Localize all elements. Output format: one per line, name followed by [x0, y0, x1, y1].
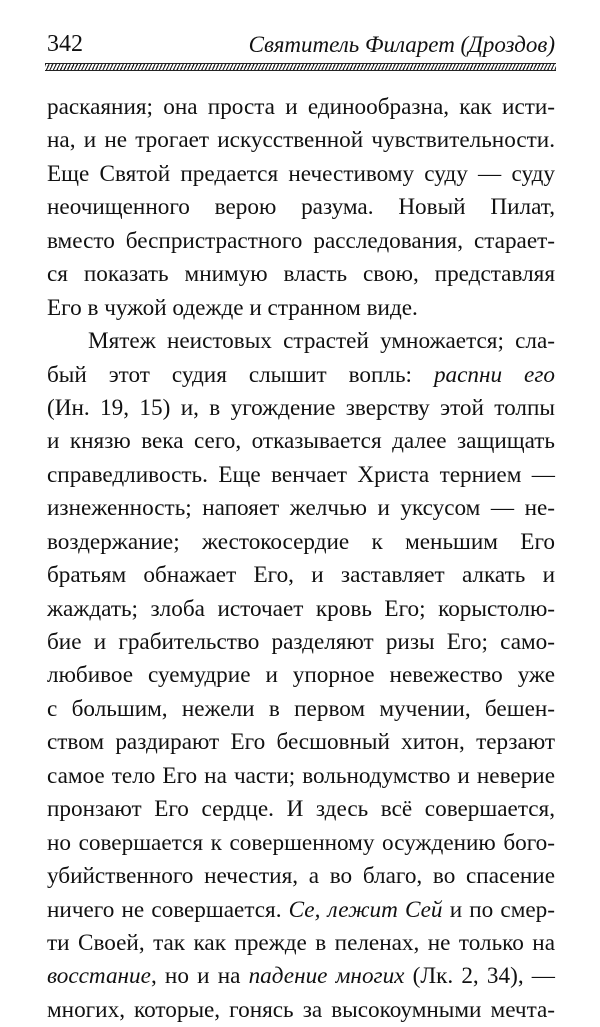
text-line: [47, 459, 555, 492]
text-line: [47, 492, 555, 525]
text-line: [47, 292, 555, 325]
text-segment: неочищенного верою разума. Новый Пилат,: [47, 194, 555, 221]
header-ornamental-rule: [45, 63, 556, 71]
text-line: [47, 158, 555, 191]
text-line: [47, 793, 555, 826]
text-line: [47, 225, 555, 258]
running-header: [47, 22, 555, 58]
italic-quotation: восстание: [47, 963, 151, 990]
text-segment: , но и на: [150, 963, 249, 990]
text-line: [47, 359, 555, 392]
text-line: [47, 392, 555, 425]
text-segment: ством раздирают Его бесшовный хитон, терзают: [47, 729, 555, 756]
text-segment: и по смер-: [442, 896, 555, 923]
italic-quotation: падение многих: [248, 963, 405, 990]
text-line: [47, 425, 555, 458]
text-segment: Мятеж неистовых страстей умножается; сла-: [88, 328, 555, 355]
text-segment: с большим, нежели в первом мучении, бешен-: [47, 695, 555, 722]
text-segment: ничего не совершается.: [47, 896, 289, 923]
text-segment: убийственного нечестия, а во благо, во спасение: [47, 863, 555, 890]
text-segment: пронзают Его сердце. И здесь всё совершается,: [47, 796, 555, 823]
italic-quotation: Се, лежит Сей: [288, 896, 443, 923]
text-line: [47, 827, 555, 860]
text-line: [47, 693, 555, 726]
text-segment: Еще Святой предается нечестивому суду — суду: [47, 160, 555, 187]
text-line: [47, 91, 555, 124]
text-line: [47, 726, 555, 759]
text-line: [47, 860, 555, 893]
text-segment: братьям обнажает Его, и заставляет алкать и: [47, 562, 555, 589]
text-line: [47, 626, 555, 659]
text-line: [47, 593, 555, 626]
text-segment: раскаяния; она проста и единообразна, как исти-: [47, 94, 555, 120]
text-line: [47, 191, 555, 224]
text-segment: Его в чужой одежде и странном виде.: [47, 294, 418, 321]
text-segment: (Ин. 19, 15) и, в угождение зверству этой толпы: [47, 394, 555, 421]
running-title: Святитель Филарет (Дроздов): [248, 32, 555, 57]
text-segment: самое тело Его на части; вольнодумство и неверие: [47, 762, 555, 789]
text-segment: и князю века сего, отказывается далее защищать: [47, 428, 555, 455]
text-segment: бый этот судия слышит вопль:: [47, 361, 434, 388]
page-number: 342: [47, 31, 83, 57]
text-segment: ся показать мнимую власть свою, представляя: [47, 261, 555, 288]
text-segment: любивое суемудрие и упорное невежество уже: [47, 662, 555, 689]
text-line: [47, 325, 555, 358]
text-line: [47, 559, 555, 592]
text-segment: вместо беспристрастного расследования, старает-: [47, 227, 555, 254]
text-segment: справедливость. Еще венчает Христа тернием —: [47, 461, 555, 488]
italic-quotation: распни его: [433, 361, 555, 388]
text-line: [47, 894, 555, 927]
text-line: [47, 760, 555, 793]
page-body-text: [47, 91, 555, 1027]
text-segment: жаждать; злоба источает кровь Его; корыстолю-: [47, 595, 555, 622]
text-segment: но совершается к совершенному осуждению бого-: [47, 829, 555, 856]
text-line: [47, 659, 555, 692]
paragraph: [47, 91, 555, 325]
text-segment: многих, которые, гонясь за высокоумными мечта-: [47, 996, 555, 1023]
text-line: [47, 927, 555, 960]
text-line: [47, 258, 555, 291]
text-segment: изнеженность; напояет желчью и уксусом — не-: [47, 495, 555, 522]
paragraph: [47, 325, 555, 1027]
text-line: [47, 960, 555, 993]
text-segment: ти Своей, так как прежде в пеленах, не только на: [47, 929, 555, 956]
text-line: [47, 526, 555, 559]
text-segment: бие и грабительство разделяют ризы Его; само-: [47, 629, 555, 655]
text-line: [47, 994, 555, 1027]
text-line: [47, 124, 555, 157]
text-segment: на, и не трогает искусственной чувствительности.: [47, 127, 555, 154]
text-segment: (Лк. 2, 34), —: [404, 963, 555, 990]
text-segment: воздержание; жестокосердие к меньшим Его: [47, 528, 555, 555]
